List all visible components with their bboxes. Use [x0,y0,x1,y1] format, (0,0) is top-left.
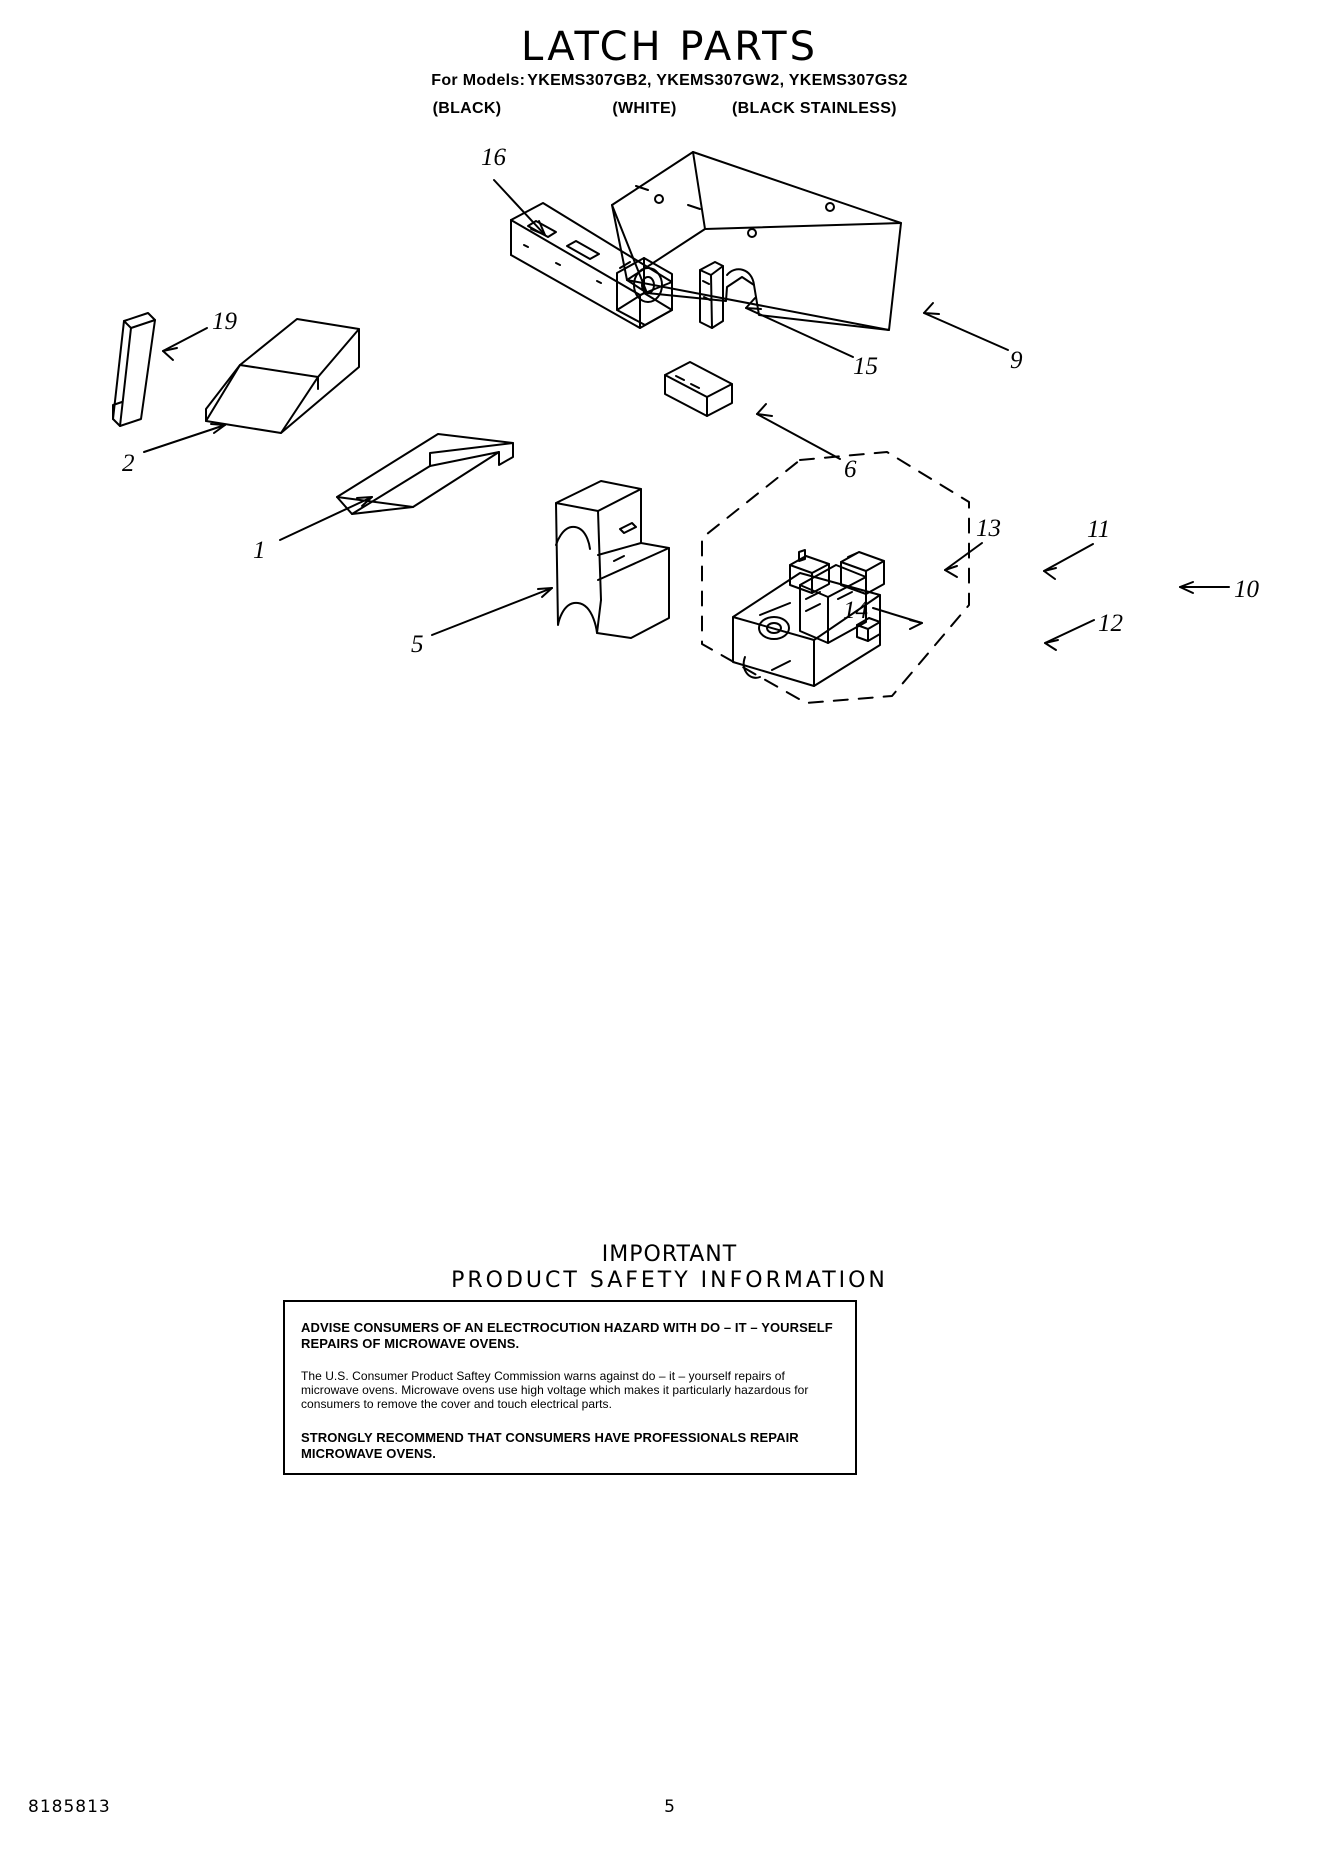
models-label: For Models: [431,72,526,89]
callout-11: 11 [1087,516,1111,543]
part-5-shape [556,481,669,638]
page-number: 5 [664,1797,675,1817]
part-19-shape [113,313,155,426]
color-black: (BLACK) [432,100,502,117]
part-6-shape [665,362,732,416]
safety-warning-recommendation: STRONGLY RECOMMEND THAT CONSUMERS HAVE PROFESSIONALS REPAIR MICROWAVE OVENS. [301,1429,799,1461]
callout-1: 1 [253,537,266,564]
callout-14: 14 [843,597,868,624]
page-title: LATCH PARTS [521,24,818,70]
callout-leader-lines [144,180,1229,650]
callout-2: 2 [122,450,135,477]
color-black-stainless: (BLACK STAINLESS) [732,100,897,117]
callout-12: 12 [1098,610,1123,637]
safety-heading-important: IMPORTANT [601,1242,738,1267]
callout-15: 15 [853,353,878,380]
part-2-shape [206,319,359,433]
safety-warning-body: The U.S. Consumer Product Saftey Commission warns against do – it – yourself repairs of microwave ovens. Microwave ovens use high voltage which makes it particularly hazardous for consumers to remove the cover and touch electrical parts. [301,1368,809,1412]
callout-10: 10 [1234,576,1259,603]
part-9-shape [612,152,901,330]
safety-warning-primary: ADVISE CONSUMERS OF AN ELECTROCUTION HAZARD WITH DO – IT – YOURSELF REPAIRS OF MICROWAVE OVENS. [301,1320,833,1352]
colors-line [0,100,1339,118]
callout-5: 5 [411,631,424,658]
safety-information-box [283,1300,857,1475]
callout-13: 13 [976,515,1001,542]
callout-6: 6 [844,456,857,483]
document-number: 8185813 [28,1797,111,1817]
color-white: (WHITE) [612,100,677,117]
callout-9: 9 [1010,347,1023,374]
callout-19: 19 [212,308,237,335]
safety-heading-product-safety-information: PRODUCT SAFETY INFORMATION [451,1268,888,1293]
models-line [0,72,1339,90]
callout-16: 16 [481,144,506,171]
exploded-parts-diagram [0,125,1339,805]
models-list: YKEMS307GB2, YKEMS307GW2, YKEMS307GS2 [527,72,908,89]
